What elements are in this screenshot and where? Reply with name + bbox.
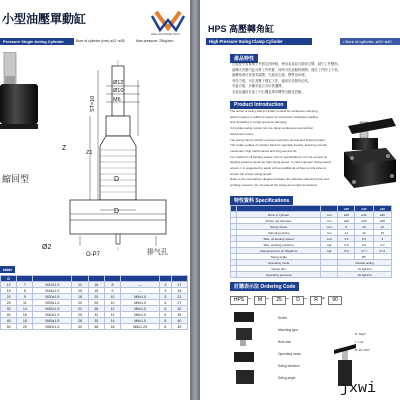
sec-intro: Product Introduction (230, 101, 287, 109)
order-label: Swing direction (278, 364, 300, 368)
left-subtitle: Pressure Single Acting Cylinder (0, 38, 74, 45)
logo-tagline: WELL-ADVANCED TECH (151, 33, 180, 36)
table-row: 20 9 M20x1.5 18 20 10 M5x1.0 5 22 (1, 294, 188, 300)
order-label: Swing angle (278, 376, 296, 380)
intro-line: feeding speed to avoid too high swing speed. In case improper swing speed (230, 160, 331, 165)
table-row: Max. oil feeding speed cc/s 3.5 6.5 9 (231, 236, 392, 242)
order-note: B: 90~180° (355, 348, 370, 352)
left-spec-1: Bore of cylinder (mm) ø12~ø35 (76, 39, 125, 43)
table-row: Clamping stroke mm 11 13 15 (231, 230, 392, 236)
order-dash: – (286, 296, 289, 302)
dim-st10: ST=10 (90, 95, 96, 112)
fig-label: 縮回型 (2, 174, 30, 184)
dim-d2: Ø2 (42, 244, 52, 251)
sec-spec: 特性資料 Specifications (230, 196, 293, 205)
mount-part-photos (230, 310, 270, 390)
dim-z1: Z1 (86, 150, 93, 156)
feature-cn-4: 夾持力強，可在高壓下穩定工作，適用於各類夾治具。 (232, 78, 312, 83)
dim-op7: O-P7 (86, 252, 101, 258)
right-title: HPS 高壓轉角缸 (208, 24, 275, 34)
dim-d10: Ø10 (113, 88, 124, 94)
order-dash: – (304, 296, 307, 302)
order-label: Mounting type (278, 328, 299, 332)
table-tag: table (0, 266, 15, 273)
th-0: D (1, 276, 17, 282)
technical-drawing (60, 60, 190, 250)
table-row: Bore of cylinder mm ø25 ø32 ø40 (231, 212, 392, 218)
wt-logo-icon (148, 10, 188, 34)
intro-en (230, 109, 340, 189)
swing-clamp-photo (340, 112, 400, 192)
left-title-band (0, 8, 190, 36)
table-row: Operating mode Double acting (231, 260, 392, 266)
intro-line: which requires a sufficient space for convenient workpiece loading (230, 114, 318, 119)
order-dash: × (322, 296, 325, 302)
features-cn (232, 62, 392, 96)
left-logo (148, 10, 188, 34)
order-series: HPS (230, 296, 248, 305)
intro-line: and unloading in a high pressure clamping. (230, 120, 288, 125)
dim-z: Z (62, 145, 67, 152)
table-row: Max. working pressure kgf 0.9 2.0 3.0 (231, 242, 392, 248)
intro-line: The series of swing clamp cylinder is ideal for workpiece clamping, (230, 109, 319, 113)
intro-line: The inside surface of cylinder barrel is specially treated, featuring smooth (230, 143, 328, 148)
vent-label: 排气孔 (147, 249, 168, 256)
intro-line: ensure the proper swing speed. (230, 171, 273, 176)
intro-line: hold down motion. (230, 131, 255, 136)
table-row: 25 11 M25x1.5 20 25 10 M5x1.0 5 27 (1, 300, 188, 306)
order-note: R: Right (355, 332, 366, 336)
right-subtitle: High Pressure Swing Clamp Cylinder (206, 38, 312, 45)
order-angle: 90 (328, 296, 342, 305)
feature-cn-2: 旋轉式夾緊汽缸可將工件夾緊，同時可在放鬆時移開，便於工件的上下料。 (232, 67, 341, 72)
table-row: 45 18 M45x1.5 28 35 14 M6x1.0 8 40 (1, 318, 188, 324)
intro-line: movement, high performance and long service life. (230, 148, 298, 153)
order-dash: – (248, 296, 251, 302)
order-label: Bore size (278, 340, 292, 344)
dimension-table (0, 275, 188, 330)
order-bore: 25 (272, 296, 286, 305)
table-row: 40 16 M40x1.5 25 32 14 M6x1.0 6 36 (1, 312, 188, 318)
table-row: Clamp arm 10 kgf/cm² (231, 266, 392, 272)
table-row: 50 20 M50x1.5 30 38 16 M6x1.25 8 45 (1, 324, 188, 330)
dim-d-mid: D (114, 176, 120, 183)
order-dash: – (266, 296, 269, 302)
feature-cn-3: 旋轉角度可依需求調整，左旋或右旋，標準為90度。 (232, 73, 309, 78)
dim-d12: Ø12 (113, 80, 124, 86)
sec-order: 訂購表示法 Ordering Code (230, 282, 299, 291)
intro-line: For maximum oil feeding speed, refer to specifications. Do not exceed oil (230, 154, 327, 159)
feature-cn-6: 本產品適用於加工中心機及專用機等自動化設備。 (232, 89, 305, 94)
table-row: Piston rod diameter mm ø16 ø20 ø25 (231, 218, 392, 224)
sec-features: 產品特性 (230, 54, 258, 63)
intro-line: The swing clamp cylinder employs Germany oil seal and imported parts. (230, 137, 326, 142)
right-subtitle-bore: • Bore of cylinder: ø25~ø40 (340, 38, 400, 45)
intro-line: It provides swing motion (do not clamp workpiece) and vertical (230, 126, 313, 131)
left-title: 小型油壓單動缸 (2, 12, 87, 26)
spec-table: ø25 ø32 ø40 Bore of cylinder mm ø25 ø32 ø40 Piston rod diameter mm ø16 ø20 ø25 Swing stroke mm 8 10 12 Clamping stroke mm 11 13 15 Max. oil feeding speed cc/s 3.5 6.5 9 Max. working pressure kgf 0.9 2.0 3.0 Clamping force at 70kgf/cm² kgf 8.9 17.7 27.6 Swing angle 90° Operating mode Double acting Clamp arm 10 kgf/cm² Operating pressure 40 kgf/cm² (230, 205, 392, 278)
order-note: L: Left (355, 340, 364, 344)
table-row: 32 14 M32x1.5 22 28 12 M5x1.0 6 32 (1, 306, 188, 312)
order-code-row (230, 296, 390, 305)
dim-m6: M6 (113, 97, 121, 103)
table-row: Operating pressure 40 kgf/cm² (231, 272, 392, 278)
feature-cn-1: 在製程中需要與工件固定的時候，使用本產品可節省空間，減少工件變形。 (232, 62, 341, 66)
book-gutter (190, 0, 200, 400)
watermark: jxwi (340, 380, 377, 397)
order-mount: M (254, 296, 266, 305)
order-mode: D (292, 296, 304, 305)
table-row: Clamping force at 70kgf/cm² kgf 8.9 17.7 27.6 (231, 248, 392, 254)
intro-line: Refer to the comparison diagram between the effective clamping force and (230, 177, 329, 182)
order-label: Operating mode (278, 352, 301, 356)
table-row: 12 7 M12x1.0 12 16 8 — 3 17 (1, 282, 188, 288)
order-label: Series (278, 316, 288, 320)
left-spec-2: Max pressure: 25kg/cm² (136, 39, 174, 43)
table-row: 16 8 M16x1.0 15 18 9 — 3 18 (1, 288, 188, 294)
feature-cn-5: 安裝方便，多種安裝方式可供選擇。 (232, 84, 285, 89)
order-direction: R (310, 296, 322, 305)
table-row: Swing angle 90° (231, 254, 392, 260)
table-row: Swing stroke mm 8 10 12 (231, 224, 392, 230)
intro-line: working pressure. Do not extend the swing arm length as desired. (230, 183, 318, 188)
intro-line: occurs, it is suggested to equip with an additional oil flow control valve to (230, 166, 327, 171)
left-page (0, 0, 190, 400)
dim-d-low: D (114, 208, 120, 215)
cylinder-photo (0, 52, 50, 132)
